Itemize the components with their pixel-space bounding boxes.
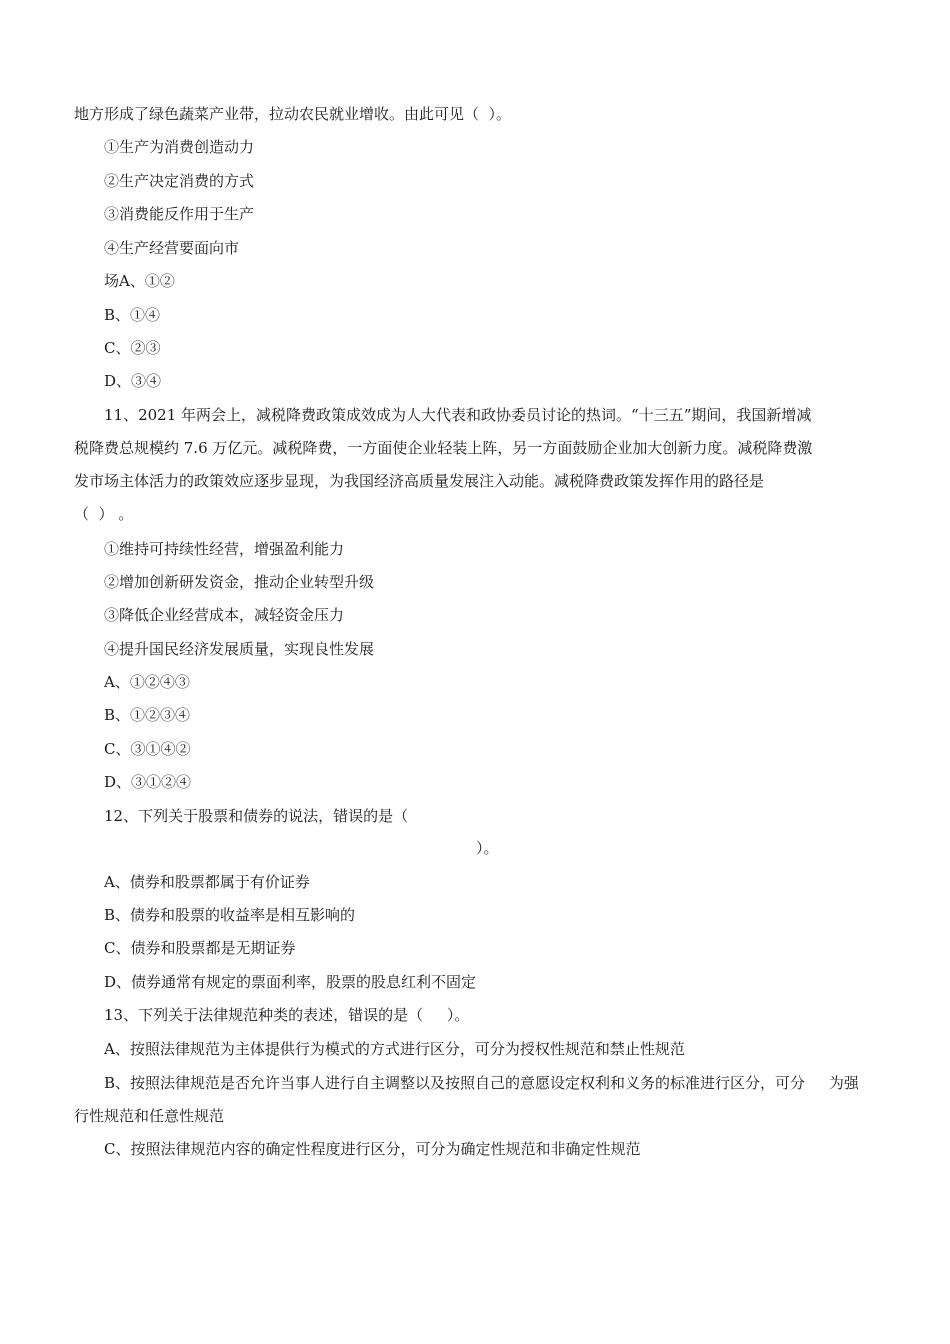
q11-stem-line-4: （ ） 。 [74, 505, 134, 523]
q11-choice-b: B、①②③④ [104, 706, 191, 724]
q13-choice-b-line-2: 行性规范和任意性规范 [74, 1107, 225, 1125]
q11-option-3: ③降低企业经营成本，减轻资金压力 [104, 606, 345, 624]
q11-stem-line-3: 发市场主体活力的政策效应逐步显现，为我国经济高质量发展注入动能。减税降费政策发挥作用的路径是 [74, 472, 765, 490]
q12-choice-d: D、债券通常有规定的票面利率，股票的股息红利不固定 [104, 973, 477, 991]
q12-choice-b: B、债券和股票的收益率是相互影响的 [104, 906, 356, 924]
q13-choice-a: A、按照法律规范为主体提供行为模式的方式进行区分，可分为授权性规范和禁止性规范 [104, 1040, 685, 1058]
q10-choice-a: 场A、①② [104, 272, 175, 290]
q10-option-2: ②生产决定消费的方式 [104, 172, 255, 190]
q11-stem-line-1: 11、2021 年两会上，减税降费政策成效成为人大代表和政协委员讨论的热词。“十三五”期间，我国新增减 [104, 406, 812, 424]
q12-choice-c: C、债券和股票都是无期证券 [104, 939, 296, 957]
q13-choice-b-line-1: B、按照法律规范是否允许当事人进行自主调整以及按照自己的意愿设定权利和义务的标准进行区分，可分 为强 [104, 1074, 859, 1092]
q11-option-4: ④提升国民经济发展质量，实现良性发展 [104, 640, 375, 658]
q12-choice-a: A、债券和股票都属于有价证券 [104, 873, 310, 891]
q10-option-4: ④生产经营要面向市 [104, 239, 240, 257]
q11-option-1: ①维持可持续性经营，增强盈利能力 [104, 540, 345, 558]
q10-choice-b: B、①④ [104, 306, 161, 324]
q10-option-3: ③消费能反作用于生产 [104, 205, 255, 223]
q13-stem: 13、下列关于法律规范种类的表述，错误的是（ ）。 [104, 1006, 470, 1024]
q11-choice-c: C、③①④② [104, 740, 191, 758]
q11-choice-d: D、③①②④ [104, 773, 192, 791]
q10-option-1: ①生产为消费创造动力 [104, 138, 255, 156]
q10-stem-tail: 地方形成了绿色蔬菜产业带，拉动农民就业增收。由此可见（ ）。 [74, 105, 512, 123]
q11-option-2: ②增加创新研发资金，推动企业转型升级 [104, 573, 375, 591]
q11-choice-a: A、①②④③ [104, 673, 190, 691]
q10-choice-d: D、③④ [104, 372, 162, 390]
q12-stem: 12、下列关于股票和债券的说法，错误的是（ [104, 807, 409, 825]
q13-choice-c: C、按照法律规范内容的确定性程度进行区分，可分为确定性规范和非确定性规范 [104, 1140, 641, 1158]
q12-stem-end: ）。 [476, 839, 499, 857]
q10-choice-c: C、②③ [104, 339, 161, 357]
q11-stem-line-2: 税降费总规模约 7.6 万亿元。减税降费，一方面使企业轻装上阵，另一方面鼓励企业加大创新力度。减税降费激 [74, 439, 813, 457]
